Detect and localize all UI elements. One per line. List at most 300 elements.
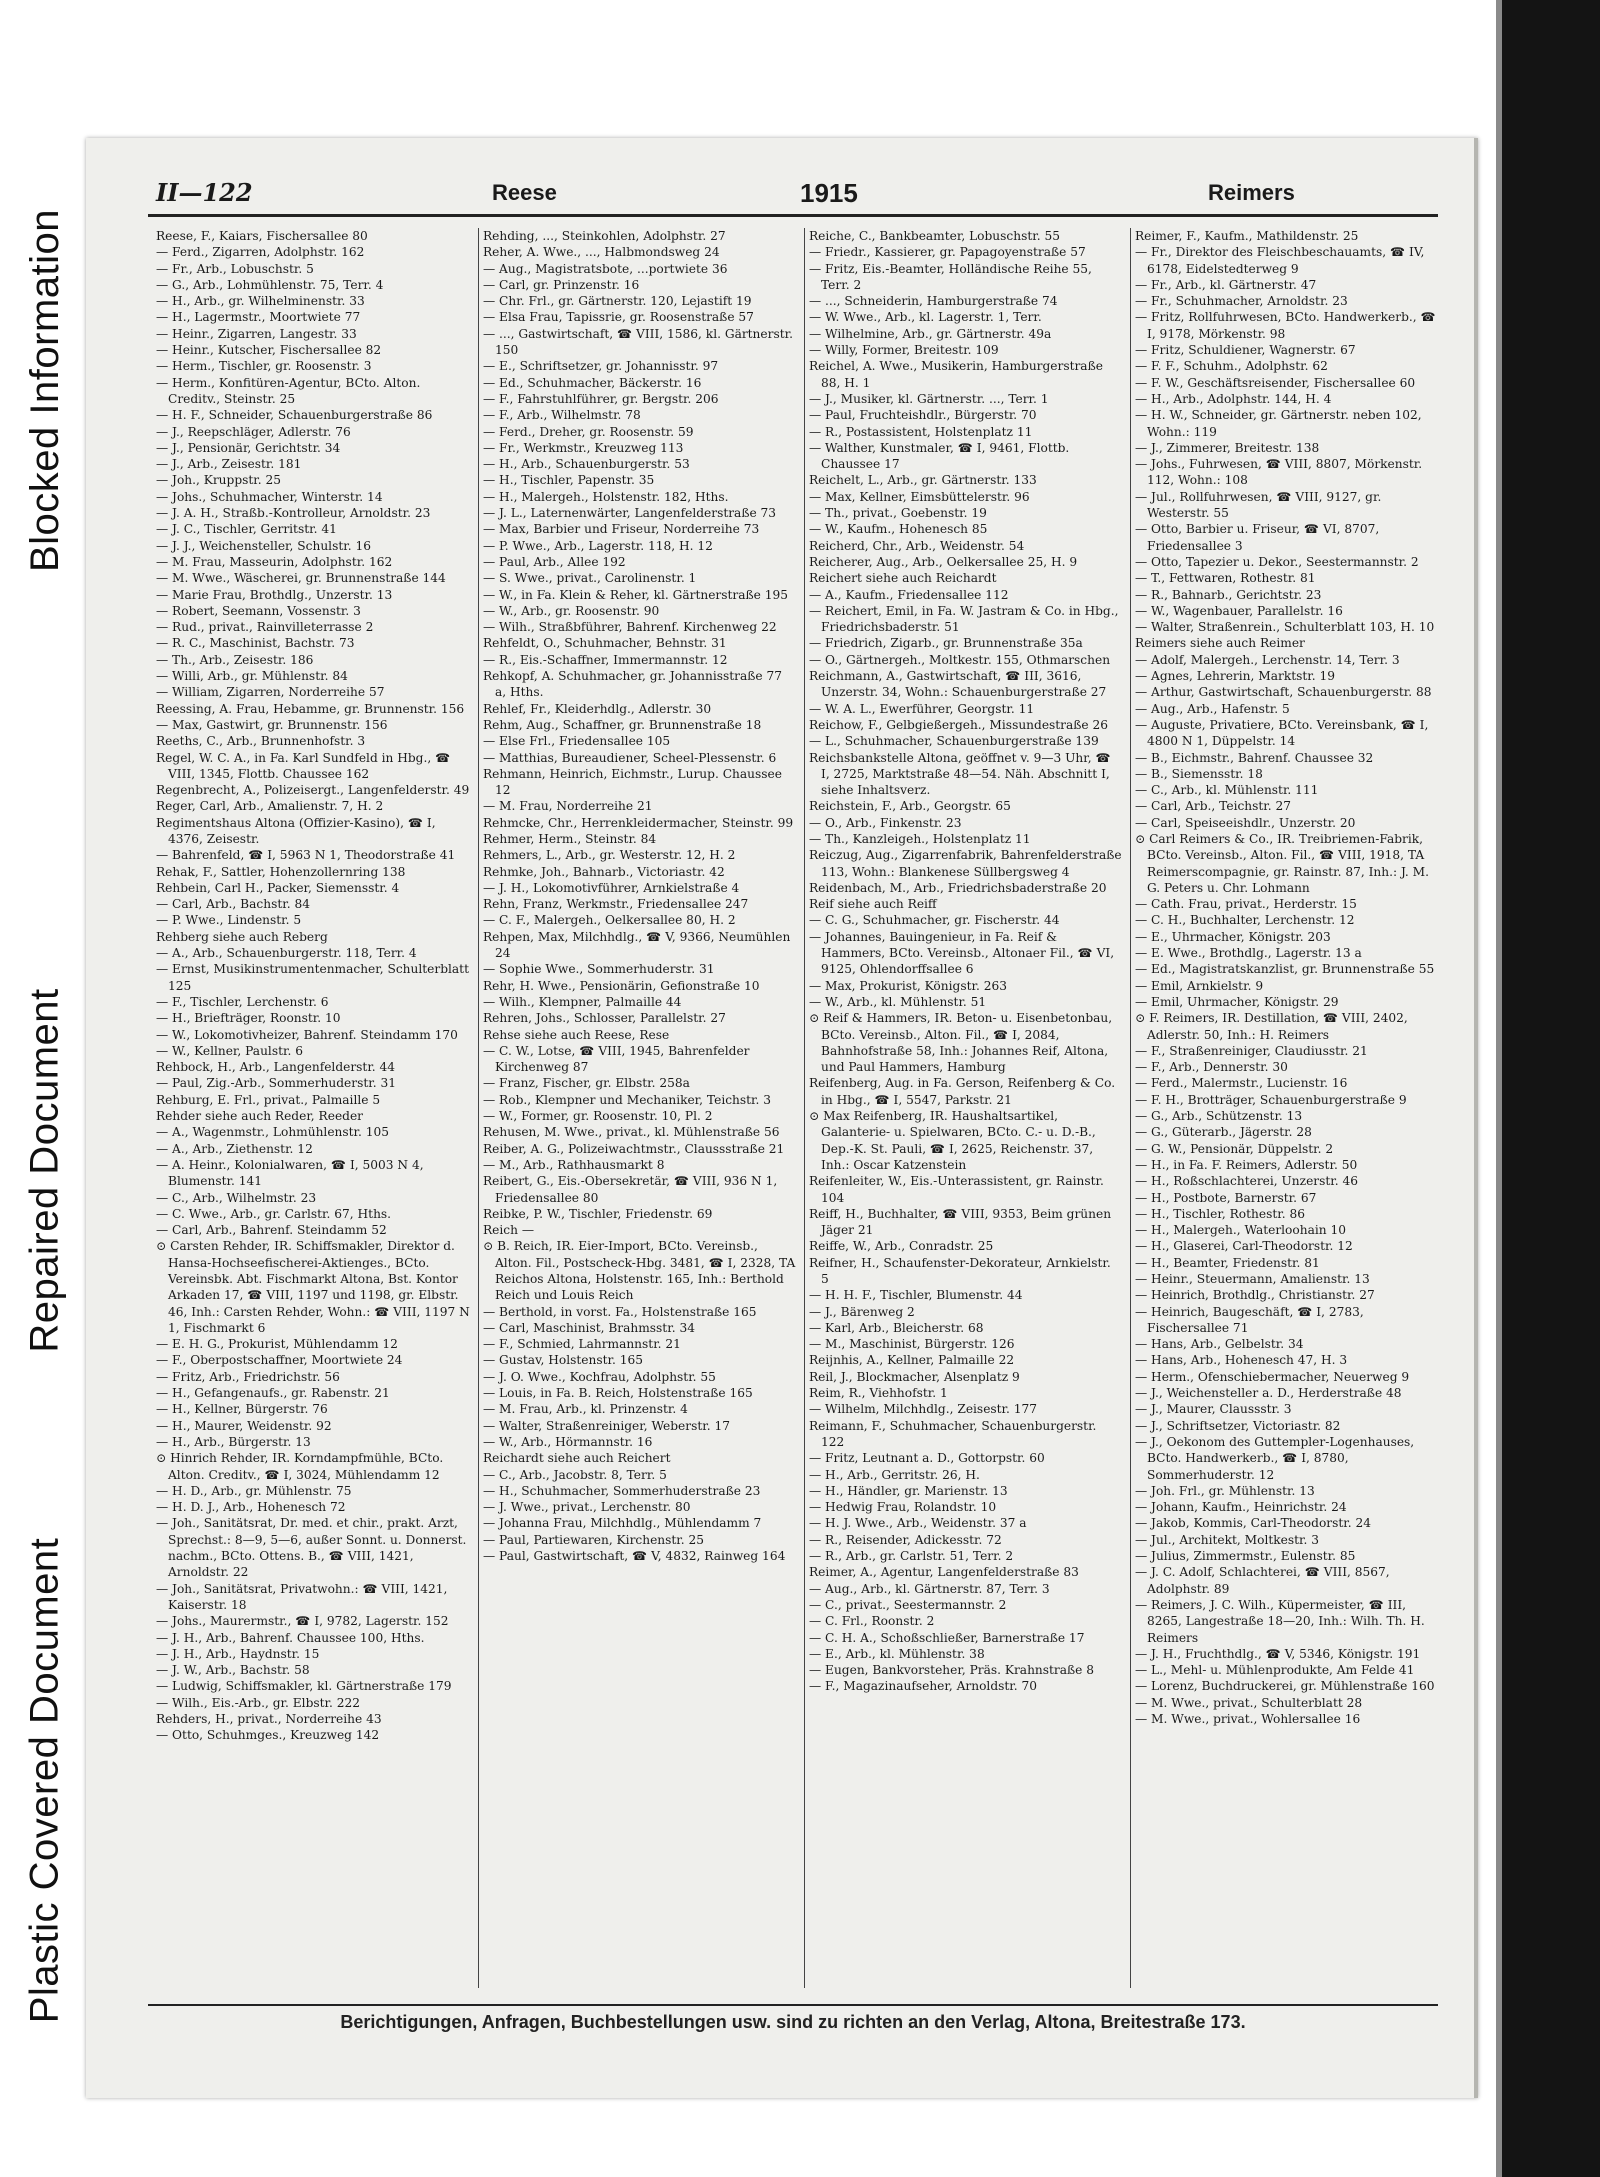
directory-entry: — C. Frl., Roonstr. 2 xyxy=(809,1614,935,1629)
directory-entry: — W., Kellner, Paulstr. 6 xyxy=(156,1043,303,1058)
directory-entry: Reifenleiter, W., Eis.-Unterassistent, gr. Rainstr. 104 xyxy=(809,1174,1104,1205)
directory-entry: — Johs., Maurermstr., ☎ I, 9782, Lagerstr. 152 xyxy=(156,1614,449,1629)
directory-entry: Reifner, H., Schaufenster-Dekorateur, Arnkielstr. 5 xyxy=(809,1255,1111,1286)
directory-entry: — Max, Prokurist, Königstr. 263 xyxy=(809,978,1007,993)
directory-entry: Reiff, H., Buchhalter, ☎ VIII, 9353, Beim grünen Jäger 21 xyxy=(809,1206,1112,1238)
directory-entry: — H., Maurer, Weidenstr. 92 xyxy=(156,1418,332,1433)
directory-entry: — H., Händler, gr. Marienstr. 13 xyxy=(809,1483,1008,1498)
directory-entry: — Friedrich, Zigarb., gr. Brunnenstraße 35a xyxy=(809,636,1083,651)
directory-entry: — Sophie Wwe., Sommerhuderstr. 31 xyxy=(483,962,715,977)
directory-entry: — Berthold, in vorst. Fa., Holstenstraße 165 xyxy=(483,1304,757,1319)
directory-entry: — J. H., Arb., Bahrenf. Chaussee 100, Hths. xyxy=(156,1630,425,1645)
directory-entry: — J. H., Lokomotivführer, Arnkielstraße 4 xyxy=(483,880,740,895)
directory-entry: — Walther, Kunstmaler, ☎ I, 9461, Flottb. Chaussee 17 xyxy=(809,440,1070,472)
column-3 xyxy=(804,228,1126,1988)
directory-entry: — M., Arb., Rathhausmarkt 8 xyxy=(483,1157,665,1172)
directory-entry: ⊙ F. Reimers, IR. Destillation, ☎ VIII, 2402, Adlerstr. 50, Inh.: H. Reimers xyxy=(1135,1011,1408,1042)
directory-entry: — Fr., Arb., kl. Gärtnerstr. 47 xyxy=(1135,277,1317,292)
directory-entry: — Joh., Sanitätsrat, Dr. med. et chir., prakt. Arzt, Sprechst.: 8—9, 5—6, außer Sonnt. u. Donnerst. nachm., BCto. Ottens. B., ☎ VIII, 1421, Arnoldstr. 22 xyxy=(156,1516,467,1580)
directory-entry: — B., Eichmstr., Bahrenf. Chaussee 32 xyxy=(1135,750,1374,765)
directory-entry: — G., Güterarb., Jägerstr. 28 xyxy=(1135,1125,1312,1140)
directory-entry: — M. Frau, Arb., kl. Prinzenstr. 4 xyxy=(483,1402,688,1417)
directory-entry: — Rud., privat., Rainvilleterrasse 2 xyxy=(156,620,374,635)
directory-entry: Reimers siehe auch Reimer xyxy=(1135,636,1305,651)
directory-entry: — Max, Gastwirt, gr. Brunnenstr. 156 xyxy=(156,717,388,732)
side-label-blocked: Blocked Information xyxy=(22,208,67,572)
directory-entry: — Otto, Barbier u. Friseur, ☎ VI, 8707, Friedensallee 3 xyxy=(1135,522,1380,553)
directory-entry: Reim, R., Viehhofstr. 1 xyxy=(809,1386,948,1401)
directory-entry: — O., Arb., Finkenstr. 23 xyxy=(809,815,962,830)
directory-entry: — H., Malergeh., Waterloohain 10 xyxy=(1135,1223,1346,1238)
directory-entry: Reessing, A. Frau, Hebamme, gr. Brunnenstr. 156 xyxy=(156,701,465,716)
directory-entry: Rehmer, Herm., Steinstr. 84 xyxy=(483,831,657,846)
directory-entry: — William, Zigarren, Norderreihe 57 xyxy=(156,685,385,700)
directory-entry: — H., Schuhmacher, Sommerhuderstraße 23 xyxy=(483,1483,761,1498)
directory-entry: — Carl, Arb., Teichstr. 27 xyxy=(1135,799,1292,814)
directory-entry: — Paul, Gastwirtschaft, ☎ V, 4832, Rainweg 164 xyxy=(483,1549,786,1564)
directory-entry: — F., Straßenreiniger, Claudiusstr. 21 xyxy=(1135,1043,1368,1058)
directory-entry: — Lorenz, Buchdruckerei, gr. Mühlenstraße 160 xyxy=(1135,1679,1435,1694)
directory-entry: — Th., Kanzleigeh., Holstenplatz 11 xyxy=(809,831,1031,846)
directory-entry: — E. H. G., Prokurist, Mühlendamm 12 xyxy=(156,1337,398,1352)
directory-entry: — R., Bahnarb., Gerichtstr. 23 xyxy=(1135,587,1322,602)
directory-entry: — J. A. H., Straßb.-Kontrolleur, Arnoldstr. 23 xyxy=(156,506,431,521)
directory-entry: — Joh. Frl., gr. Mühlenstr. 13 xyxy=(1135,1483,1315,1498)
directory-entry: ⊙ Carsten Rehder, IR. Schiffsmakler, Direktor d. Hansa-Hochseefischerei-Aktienges., BCto. Vereinsbk. Abt. Fischmarkt Altona, Bst. Kontor Arkaden 17, ☎ VIII, 1197 und 1198, gr. Elbstr. 46, Inh.: Carsten Rehder, Wohn.: ☎ VIII, 1197 N 1, Fischmarkt 6 xyxy=(156,1239,470,1335)
directory-entry: — J. C., Tischler, Gerritstr. 41 xyxy=(156,522,337,537)
directory-entry: — A. Heinr., Kolonialwaren, ☎ I, 5003 N 4, Blumenstr. 141 xyxy=(156,1157,424,1189)
directory-entry: Reiber, A. G., Polizeiwachtmstr., Claussstraße 21 xyxy=(483,1141,785,1156)
directory-entry: — H., Gefangenaufs., gr. Rabenstr. 21 xyxy=(156,1386,390,1401)
directory-entry: — H., Arb., Gerritstr. 26, H. xyxy=(809,1467,980,1482)
directory-entry: — J. H., Fruchthdlg., ☎ V, 5346, Königstr. 191 xyxy=(1135,1646,1421,1661)
directory-entry: — E. Wwe., Brothdlg., Lagerstr. 13 a xyxy=(1135,946,1362,961)
directory-entry: — J., Arb., Zeisestr. 181 xyxy=(156,457,302,472)
directory-entry: — Carl, Arb., Bachstr. 84 xyxy=(156,897,310,912)
directory-entry: — Willi, Arb., gr. Mühlenstr. 84 xyxy=(156,669,348,684)
directory-entry: Rehberg siehe auch Reberg xyxy=(156,929,328,944)
directory-entry: — Fr., Schuhmacher, Arnoldstr. 23 xyxy=(1135,294,1348,309)
directory-entry: — Johannes, Bauingenieur, in Fa. Reif & Hammers, BCto. Vereinsb., Altonaer Fil., ☎ VI, 9125, Ohlendorffsallee 6 xyxy=(809,929,1115,977)
directory-entry: — W., Wagenbauer, Parallelstr. 16 xyxy=(1135,603,1343,618)
directory-entry: Reichow, F., Gelbgießergeh., Missundestraße 26 xyxy=(809,717,1109,732)
directory-entry: — Hedwig Frau, Rolandstr. 10 xyxy=(809,1500,997,1515)
directory-entry: — Wilhelmine, Arb., gr. Gärtnerstr. 49a xyxy=(809,326,1052,341)
directory-entry: — Johann, Kaufm., Heinrichstr. 24 xyxy=(1135,1500,1347,1515)
directory-entry: — Jul., Rollfuhrwesen, ☎ VIII, 9127, gr. Westerstr. 55 xyxy=(1135,489,1382,521)
directory-entry: — T., Fettwaren, Rothestr. 81 xyxy=(1135,571,1316,586)
directory-entry: — Fritz, Rollfuhrwesen, BCto. Handwerkerb., ☎ I, 9178, Mörkenstr. 98 xyxy=(1135,310,1436,341)
directory-entry: — H., Briefträger, Roonstr. 10 xyxy=(156,1011,341,1026)
directory-entry: — Johs., Fuhrwesen, ☎ VIII, 8807, Mörkenstr. 112, Wohn.: 108 xyxy=(1135,457,1423,488)
directory-entry: — Ed., Magistratskanzlist, gr. Brunnenstraße 55 xyxy=(1135,962,1435,977)
directory-entry: Rehn, Franz, Werkmstr., Friedensallee 247 xyxy=(483,897,749,912)
directory-entry: Rehr, H. Wwe., Pensionärin, Gefionstraße 10 xyxy=(483,978,760,993)
directory-entry: Reil, J., Blockmacher, Alsenplatz 9 xyxy=(809,1369,1020,1384)
directory-entry: — H., Tischler, Papenstr. 35 xyxy=(483,473,655,488)
directory-entry: — R., Postassistent, Holstenplatz 11 xyxy=(809,424,1033,439)
directory-entry: Reichel, A. Wwe., Musikerin, Hamburgerstraße 88, H. 1 xyxy=(809,359,1103,390)
directory-entry: — L., Mehl- u. Mühlenprodukte, Am Felde 41 xyxy=(1135,1663,1415,1678)
directory-entry: — O., Gärtnergeh., Moltkestr. 155, Othmarschen xyxy=(809,652,1111,667)
directory-entry: — C., Arb., kl. Mühlenstr. 111 xyxy=(1135,783,1319,798)
directory-entry: Reeths, C., Arb., Brunnenhofstr. 3 xyxy=(156,734,366,749)
directory-entry: — E., Uhrmacher, Königstr. 203 xyxy=(1135,929,1331,944)
directory-entry: Rehkopf, A. Schuhmacher, gr. Johannisstraße 77 a, Hths. xyxy=(483,669,783,700)
directory-entry: Reichmann, A., Gastwirtschaft, ☎ III, 3616, Unzerstr. 34, Wohn.: Schauenburgerstraße 27 xyxy=(809,669,1107,700)
directory-entry: — Herm., Ofenschiebermacher, Neuerweg 9 xyxy=(1135,1369,1410,1384)
directory-entry: ⊙ Reif & Hammers, IR. Beton- u. Eisenbetonbau, BCto. Vereinsb., Alton. Fil., ☎ I, 2084, Bahnhofstraße 58, Inh.: Johannes Reif, Altona, und Paul Hammers, Hamburg xyxy=(809,1011,1113,1075)
directory-entry: Reichelt, L., Arb., gr. Gärtnerstr. 133 xyxy=(809,473,1037,488)
directory-entry: — C. H., Buchhalter, Lerchenstr. 12 xyxy=(1135,913,1355,928)
directory-entry: — Aug., Arb., Hafenstr. 5 xyxy=(1135,701,1290,716)
directory-entry: — Hans, Arb., Gelbelstr. 34 xyxy=(1135,1337,1304,1352)
directory-entry: — Chr. Frl., gr. Gärtnerstr. 120, Lejastift 19 xyxy=(483,294,752,309)
directory-entry: — W., Lokomotivheizer, Bahrenf. Steindamm 170 xyxy=(156,1027,458,1042)
directory-entry: — Fritz, Eis.-Beamter, Holländische Reihe 55, Terr. 2 xyxy=(809,261,1092,292)
directory-entry: — H. H. F., Tischler, Blumenstr. 44 xyxy=(809,1288,1023,1303)
directory-entry: — G., Arb., Lohmühlenstr. 75, Terr. 4 xyxy=(156,277,384,292)
directory-entry: — Cath. Frau, privat., Herderstr. 15 xyxy=(1135,897,1357,912)
directory-entry: — Heinr., Kutscher, Fischersallee 82 xyxy=(156,343,382,358)
directory-entry: — Ernst, Musikinstrumentenmacher, Schulterblatt 125 xyxy=(156,962,469,993)
directory-entry: Reimann, F., Schuhmacher, Schauenburgerstr. 122 xyxy=(809,1418,1097,1449)
directory-entry: Reijnhis, A., Kellner, Palmaille 22 xyxy=(809,1353,1015,1368)
directory-entry: Regenbrecht, A., Polizeisergt., Langenfelderstr. 49 xyxy=(156,783,470,798)
header-first-name: Reese xyxy=(492,180,557,205)
directory-entry: Rehburg, E. Frl., privat., Palmaille 5 xyxy=(156,1092,381,1107)
directory-entry: — Heinr., Zigarren, Langestr. 33 xyxy=(156,326,357,341)
directory-entry: — Heinrich, Baugeschäft, ☎ I, 2783, Fischersallee 71 xyxy=(1135,1304,1364,1335)
directory-entry: — J., Weichensteller a. D., Herderstraße 48 xyxy=(1135,1386,1402,1401)
directory-entry: — H. D., Arb., gr. Mühlenstr. 75 xyxy=(156,1483,352,1498)
directory-entry: Rehding, ..., Steinkohlen, Adolphstr. 27 xyxy=(483,229,726,243)
directory-entry: — Ferd., Malermstr., Lucienstr. 16 xyxy=(1135,1076,1348,1091)
directory-entry: ⊙ B. Reich, IR. Eier-Import, BCto. Vereinsb., Alton. Fil., Postscheck-Hbg. 3481, ☎ I, 2328, TA Reichos Altona, Holstenstr. 165, Inh.: Berthold Reich und Louis Reich xyxy=(483,1239,796,1303)
directory-entry: — J., Maurer, Claussstr. 3 xyxy=(1135,1402,1292,1417)
page-header xyxy=(148,178,1438,217)
directory-entry: — W., Kaufm., Hohenesch 85 xyxy=(809,522,988,537)
directory-entry: — A., Kaufm., Friedensallee 112 xyxy=(809,587,1009,602)
directory-entry: — Johs., Schuhmacher, Winterstr. 14 xyxy=(156,489,383,504)
directory-entry: — Robert, Seemann, Vossenstr. 3 xyxy=(156,603,361,618)
directory-entry: — H. F., Schneider, Schauenburgerstraße 86 xyxy=(156,408,433,423)
directory-entry: — H., Kellner, Bürgerstr. 76 xyxy=(156,1402,328,1417)
directory-entry: Rehfeldt, O., Schuhmacher, Behnstr. 31 xyxy=(483,636,727,651)
directory-entry: — J., Pensionär, Gerichtstr. 34 xyxy=(156,440,341,455)
directory-entry: — F. F., Schuhm., Adolphstr. 62 xyxy=(1135,359,1328,374)
directory-entry: — Fr., Werkmstr., Kreuzweg 113 xyxy=(483,440,684,455)
directory-entry: Reger, Carl, Arb., Amalienstr. 7, H. 2 xyxy=(156,799,384,814)
directory-entry: — Walter, Straßenreiniger, Weberstr. 17 xyxy=(483,1418,730,1433)
directory-entry: Regel, W. C. A., in Fa. Karl Sundfeld in Hbg., ☎ VIII, 1345, Flottb. Chaussee 162 xyxy=(156,750,451,781)
directory-entry: — M. Wwe., privat., Schulterblatt 28 xyxy=(1135,1695,1363,1710)
directory-entry: — Carl, Maschinist, Brahmsstr. 34 xyxy=(483,1320,695,1335)
directory-entry: — W. A. L., Ewerführer, Georgstr. 11 xyxy=(809,701,1035,716)
directory-entry: — G. W., Pensionär, Düppelstr. 2 xyxy=(1135,1141,1334,1156)
directory-entry: — E., Arb., kl. Mühlenstr. 38 xyxy=(809,1646,985,1661)
directory-entry: — H., Malergeh., Holstenstr. 182, Hths. xyxy=(483,489,729,504)
directory-entry: — H. J. Wwe., Arb., Weidenstr. 37 a xyxy=(809,1516,1027,1531)
directory-entry: — F., Arb., Dennerstr. 30 xyxy=(1135,1060,1288,1075)
directory-entry: Reimer, A., Agentur, Langenfelderstraße 83 xyxy=(809,1565,1079,1580)
side-label-repaired: Repaired Document xyxy=(22,987,67,1353)
directory-entry: — Johanna Frau, Milchhdlg., Mühlendamm 7 xyxy=(483,1516,762,1531)
directory-entry: — J. C. Adolf, Schlachterei, ☎ VIII, 8567, Adolphstr. 89 xyxy=(1135,1565,1390,1596)
directory-entry: — F., Tischler, Lerchenstr. 6 xyxy=(156,994,329,1009)
directory-entry: — Walter, Straßenrein., Schulterblatt 103, H. 10 xyxy=(1135,620,1435,635)
directory-entry: — M. Frau, Masseurin, Adolphstr. 162 xyxy=(156,554,393,569)
directory-entry: — H., Lagermstr., Moortwiete 77 xyxy=(156,310,361,325)
directory-entry: Rehders, H., privat., Norderreihe 43 xyxy=(156,1712,382,1727)
directory-entry: Rehse siehe auch Reese, Rese xyxy=(483,1027,670,1042)
directory-entry: — Reichert, Emil, in Fa. W. Jastram & Co. in Hbg., Friedrichsbaderstr. 51 xyxy=(809,603,1119,635)
directory-entry: — W., Arb., gr. Roosenstr. 90 xyxy=(483,603,660,618)
directory-entry: — H. D. J., Arb., Hohenesch 72 xyxy=(156,1500,346,1515)
directory-entry: — H., Postbote, Barnerstr. 67 xyxy=(1135,1190,1317,1205)
directory-entry: — Paul, Arb., Allee 192 xyxy=(483,554,626,569)
directory-entry: ⊙ Hinrich Rehder, IR. Korndampfmühle, BCto. Alton. Creditv., ☎ I, 3024, Mühlendamm 12 xyxy=(156,1451,444,1482)
directory-entry: Reimer, F., Kaufm., Mathildenstr. 25 xyxy=(1135,229,1359,243)
directory-entry: Reidenbach, M., Arb., Friedrichsbaderstraße 20 xyxy=(809,880,1107,895)
directory-entry: Rehren, Johs., Schlosser, Parallelstr. 27 xyxy=(483,1011,726,1026)
directory-entry: — J. L., Laternenwärter, Langenfelderstraße 73 xyxy=(483,506,777,521)
directory-entry: — Carl, gr. Prinzenstr. 16 xyxy=(483,277,640,292)
directory-entry: — Ferd., Zigarren, Adolphstr. 162 xyxy=(156,245,365,260)
directory-entry: — Ludwig, Schiffsmakler, kl. Gärtnerstraße 179 xyxy=(156,1679,452,1694)
directory-entry: — R., Reisender, Adickesstr. 72 xyxy=(809,1532,1002,1547)
directory-entry: — Aug., Magistratsbote, ...portwiete 36 xyxy=(483,261,728,276)
directory-entry: — Wilh., Klempner, Palmaille 44 xyxy=(483,994,682,1009)
directory-entry: — H., Arb., Schauenburgerstr. 53 xyxy=(483,457,690,472)
directory-entry: Reiczug, Aug., Zigarrenfabrik, Bahrenfelderstraße 113, Wohn.: Blankenese Süllbergsweg 4 xyxy=(809,848,1122,879)
directory-entry: — Louis, in Fa. B. Reich, Holstenstraße 165 xyxy=(483,1386,753,1401)
directory-entry: — Emil, Arnkielstr. 9 xyxy=(1135,978,1264,993)
directory-entry: — Carl, Arb., Bahrenf. Steindamm 52 xyxy=(156,1223,387,1238)
directory-entry: — J., Oekonom des Guttempler-Logenhauses, BCto. Handwerkerb., ☎ I, 8780, Sommerhuderstr. 12 xyxy=(1135,1434,1415,1482)
directory-entry: Rehlef, Fr., Kleiderhdlg., Adlerstr. 30 xyxy=(483,701,712,716)
directory-entry: — F. W., Geschäftsreisender, Fischersallee 60 xyxy=(1135,375,1416,390)
directory-entry: — Fritz, Arb., Friedrichstr. 56 xyxy=(156,1369,340,1384)
directory-entry: — W., Former, gr. Roosenstr. 10, Pl. 2 xyxy=(483,1109,713,1124)
directory-entry: — W., Arb., Hörmannstr. 16 xyxy=(483,1434,653,1449)
directory-entry: — Friedr., Kassierer, gr. Papagoyenstraße 57 xyxy=(809,245,1086,260)
directory-entry: — F., Magazinaufseher, Arnoldstr. 70 xyxy=(809,1679,1038,1694)
directory-entry: — H., Beamter, Friedenstr. 81 xyxy=(1135,1255,1320,1270)
directory-entry: — Hans, Arb., Hohenesch 47, H. 3 xyxy=(1135,1353,1348,1368)
directory-entry: Rehbock, H., Arb., Langenfelderstr. 44 xyxy=(156,1060,396,1075)
directory-entry: Reichert siehe auch Reichardt xyxy=(809,571,997,586)
directory-entry: — Fr., Direktor des Fleischbeschauamts, ☎ IV, 6178, Eidelstedterweg 9 xyxy=(1135,245,1425,276)
directory-entry: — Max, Kellner, Eimsbüttelerstr. 96 xyxy=(809,489,1030,504)
directory-entry: — Willy, Former, Breitestr. 109 xyxy=(809,343,999,358)
directory-entry: Reif siehe auch Reiff xyxy=(809,897,937,912)
directory-entry: — Marie Frau, Brothdlg., Unzerstr. 13 xyxy=(156,587,393,602)
directory-entry: — E., Schriftsetzer, gr. Johannisstr. 97 xyxy=(483,359,719,374)
directory-entry: — M., Maschinist, Bürgerstr. 126 xyxy=(809,1337,1015,1352)
directory-entry: Reese, F., Kaiars, Fischersallee 80 xyxy=(156,229,368,243)
directory-entry: — A., Arb., Ziethenstr. 12 xyxy=(156,1141,313,1156)
directory-entry: — C., privat., Seestermannstr. 2 xyxy=(809,1597,1007,1612)
directory-entry: ⊙ Carl Reimers & Co., IR. Treibriemen-Fabrik, BCto. Vereinsb., Alton. Fil., ☎ VIII, 1918, TA Reimerscompagnie, gr. Rainstr. 87, Inh.: J. M. G. Peters u. Chr. Lohmann xyxy=(1135,831,1429,895)
directory-entry: Reiffe, W., Arb., Conradstr. 25 xyxy=(809,1239,994,1254)
directory-entry: — M. Wwe., Wäscherei, gr. Brunnenstraße 144 xyxy=(156,571,446,586)
side-label-plastic: Plastic Covered Document xyxy=(22,1537,67,2023)
directory-entry: — L., Schuhmacher, Schauenburgerstraße 139 xyxy=(809,734,1099,749)
directory-entry: — A., Arb., Schauenburgerstr. 118, Terr. 4 xyxy=(156,946,417,961)
directory-entry: Rehak, F., Sattler, Hohenzollernring 138 xyxy=(156,864,406,879)
directory-entry: — S. Wwe., privat., Carolinenstr. 1 xyxy=(483,571,697,586)
directory-entry: — Paul, Zig.-Arb., Sommerhuderstr. 31 xyxy=(156,1076,396,1091)
directory-entry: — Julius, Zimmermstr., Eulenstr. 85 xyxy=(1135,1549,1356,1564)
directory-entry: Rehm, Aug., Schaffner, gr. Brunnenstraße 18 xyxy=(483,717,762,732)
directory-entry: Regimentshaus Altona (Offizier-Kasino), ☎ I, 4376, Zeisestr. xyxy=(156,815,436,846)
directory-entry: — M. Wwe., privat., Wohlersallee 16 xyxy=(1135,1712,1361,1727)
directory-entry: — Rob., Klempner und Mechaniker, Teichstr. 3 xyxy=(483,1092,772,1107)
directory-entry: — P. Wwe., Arb., Lagerstr. 118, H. 12 xyxy=(483,538,713,553)
directory-entry: — Th., privat., Goebenstr. 19 xyxy=(809,506,987,521)
directory-entry: — W. Wwe., Arb., kl. Lagerstr. 1, Terr. xyxy=(809,310,1042,325)
directory-entry: — W., Arb., kl. Mühlenstr. 51 xyxy=(809,994,987,1009)
directory-entry: Rehmcke, Chr., Herrenkleidermacher, Steinstr. 99 xyxy=(483,815,794,830)
directory-entry: Reibke, P. W., Tischler, Friedenstr. 69 xyxy=(483,1206,713,1221)
directory-entry: — C. W., Lotse, ☎ VIII, 1945, Bahrenfelder Kirchenweg 87 xyxy=(483,1043,750,1075)
directory-entry: — Fr., Arb., Lobuschstr. 5 xyxy=(156,261,314,276)
directory-entry: — C. G., Schuhmacher, gr. Fischerstr. 44 xyxy=(809,913,1060,928)
directory-entry: Rehpen, Max, Milchhdlg., ☎ V, 9366, Neumühlen 24 xyxy=(483,929,791,961)
directory-entry: — Th., Arb., Zeisestr. 186 xyxy=(156,652,314,667)
directory-entry: — H. W., Schneider, gr. Gärtnerstr. neben 102, Wohn.: 119 xyxy=(1135,408,1422,439)
directory-entry: — G., Arb., Schützenstr. 13 xyxy=(1135,1109,1303,1124)
directory-entry: — Elsa Frau, Tapissrie, gr. Roosenstraße 57 xyxy=(483,310,754,325)
directory-entry: — H., Arb., Adolphstr. 144, H. 4 xyxy=(1135,391,1332,406)
directory-entry: — Adolf, Malergeh., Lerchenstr. 14, Terr. 3 xyxy=(1135,652,1400,667)
directory-entry: Reifenberg, Aug. in Fa. Gerson, Reifenberg & Co. in Hbg., ☎ I, 5547, Parkstr. 21 xyxy=(809,1076,1116,1107)
directory-entry: — Jakob, Kommis, Carl-Theodorstr. 24 xyxy=(1135,1516,1371,1531)
directory-entry: Rehbein, Carl H., Packer, Siemensstr. 4 xyxy=(156,880,400,895)
footer-rule xyxy=(148,2004,1438,2006)
directory-entry: — H., Tischler, Rothestr. 86 xyxy=(1135,1206,1305,1221)
directory-entry: Reiche, C., Bankbeamter, Lobuschstr. 55 xyxy=(809,229,1060,243)
directory-entry: — B., Siemensstr. 18 xyxy=(1135,766,1263,781)
directory-entry: — J., Bärenweg 2 xyxy=(809,1304,915,1319)
directory-entry: — W., in Fa. Klein & Reher, kl. Gärtnerstraße 195 xyxy=(483,587,788,602)
directory-entry: — J. J., Weichensteller, Schulstr. 16 xyxy=(156,538,371,553)
directory-entry: — Herm., Tischler, gr. Roosenstr. 3 xyxy=(156,359,372,374)
directory-entry: — Franz, Fischer, gr. Elbstr. 258a xyxy=(483,1076,690,1091)
directory-entry: — Karl, Arb., Bleicherstr. 68 xyxy=(809,1320,984,1335)
directory-entry: Reibert, G., Eis.-Obersekretär, ☎ VIII, 936 N 1, Friedensallee 80 xyxy=(483,1174,778,1205)
directory-entry: — ..., Schneiderin, Hamburgerstraße 74 xyxy=(809,294,1058,309)
directory-entry: — F., Schmied, Lahrmannstr. 21 xyxy=(483,1337,681,1352)
directory-entry: — C. Wwe., Arb., gr. Carlstr. 67, Hths. xyxy=(156,1206,392,1221)
directory-entry: Rehmann, Heinrich, Eichmstr., Lurup. Chaussee 12 xyxy=(483,766,782,798)
directory-entry: — J. O. Wwe., Kochfrau, Adolphstr. 55 xyxy=(483,1369,716,1384)
directory-entry: — Joh., Kruppstr. 25 xyxy=(156,473,282,488)
directory-entry: — Fritz, Schuldiener, Wagnerstr. 67 xyxy=(1135,343,1356,358)
directory-entry: — Arthur, Gastwirtschaft, Schauenburgerstr. 88 xyxy=(1135,685,1432,700)
directory-entry: — Eugen, Bankvorsteher, Präs. Krahnstraße 8 xyxy=(809,1663,1095,1678)
directory-entry: — Wilhelm, Milchhdlg., Zeisestr. 177 xyxy=(809,1402,1038,1417)
directory-entry: — H., Arb., Bürgerstr. 13 xyxy=(156,1434,311,1449)
directory-entry: — H., Arb., gr. Wilhelminenstr. 33 xyxy=(156,294,365,309)
directory-entry: Reichardt siehe auch Reichert xyxy=(483,1451,671,1466)
directory-entry: — R. C., Maschinist, Bachstr. 73 xyxy=(156,636,355,651)
directory-entry: — P. Wwe., Lindenstr. 5 xyxy=(156,913,302,928)
directory-entry: — Heinr., Steuermann, Amalienstr. 13 xyxy=(1135,1272,1370,1286)
directory-entry: — C., Arb., Jacobstr. 8, Terr. 5 xyxy=(483,1467,667,1482)
page-number: II—122 xyxy=(156,178,253,207)
column-4 xyxy=(1130,228,1442,1988)
directory-entry: Reher, A. Wwe., ..., Halbmondsweg 24 xyxy=(483,245,720,260)
directory-entry: — Reimers, J. C. Wilh., Küpermeister, ☎ III, 8265, Langestraße 18—20, Inh.: Wilh. Th. H. Reimers xyxy=(1135,1597,1425,1645)
directory-entry: — J., Schriftsetzer, Victoriastr. 82 xyxy=(1135,1418,1341,1433)
directory-entry: — H., Glaserei, Carl-Theodorstr. 12 xyxy=(1135,1239,1353,1254)
directory-entry: — J. W., Arb., Bachstr. 58 xyxy=(156,1663,310,1678)
directory-entry: — J. H., Arb., Haydnstr. 15 xyxy=(156,1646,320,1661)
directory-entry: — J., Zimmerer, Breitestr. 138 xyxy=(1135,440,1320,455)
directory-page xyxy=(86,138,1478,2098)
directory-entry: — A., Wagenmstr., Lohmühlenstr. 105 xyxy=(156,1125,390,1140)
directory-entry: — Joh., Sanitätsrat, Privatwohn.: ☎ VIII, 1421, Kaiserstr. 18 xyxy=(156,1581,448,1612)
directory-entry: — Emil, Uhrmacher, Königstr. 29 xyxy=(1135,994,1339,1009)
directory-entry: — Fritz, Leutnant a. D., Gottorpstr. 60 xyxy=(809,1451,1045,1466)
directory-entry: Reichsbankstelle Altona, geöffnet v. 9—3 Uhr, ☎ I, 2725, Marktstraße 48—54. Näh. Abschnitt I, siehe Inhaltsverz. xyxy=(809,750,1111,798)
directory-entry: — Aug., Arb., kl. Gärtnerstr. 87, Terr. 3 xyxy=(809,1581,1050,1596)
directory-entry: — Ferd., Dreher, gr. Roosenstr. 59 xyxy=(483,424,694,439)
directory-entry: Rehmers, L., Arb., gr. Westerstr. 12, H. 2 xyxy=(483,848,736,863)
directory-entry: — H., in Fa. F. Reimers, Adlerstr. 50 xyxy=(1135,1157,1358,1172)
directory-entry: — F., Oberpostschaffner, Moortwiete 24 xyxy=(156,1353,403,1368)
directory-entry: Reichstein, F., Arb., Georgstr. 65 xyxy=(809,799,1011,814)
directory-entry: Reicherer, Aug., Arb., Oelkersallee 25, H. 9 xyxy=(809,554,1078,569)
directory-entry: — F., Arb., Wilhelmstr. 78 xyxy=(483,408,641,423)
directory-entry: — Wilh., Eis.-Arb., gr. Elbstr. 222 xyxy=(156,1695,361,1710)
directory-entry: — Heinrich, Brothdlg., Christianstr. 27 xyxy=(1135,1288,1375,1303)
directory-entry: — C., Arb., Wilhelmstr. 23 xyxy=(156,1190,317,1205)
directory-entry: — J. Wwe., privat., Lerchenstr. 80 xyxy=(483,1500,691,1515)
page-footer: Berichtigungen, Anfragen, Buchbestellungen usw. sind zu richten an den Verlag, Altona, Breitestraße 173. xyxy=(340,2012,1246,2032)
directory-entry: — M. Frau, Norderreihe 21 xyxy=(483,799,653,814)
directory-entry: Reicherd, Chr., Arb., Weidenstr. 54 xyxy=(809,538,1025,553)
directory-entry: — Ed., Schuhmacher, Bäckerstr. 16 xyxy=(483,375,702,390)
directory-entry: — J., Reepschläger, Adlerstr. 76 xyxy=(156,424,351,439)
directory-entry: — Bahrenfeld, ☎ I, 5963 N 1, Theodorstraße 41 xyxy=(156,848,456,863)
directory-entry: Rehder siehe auch Reder, Reeder xyxy=(156,1109,363,1124)
directory-entry: — Otto, Schuhmges., Kreuzweg 142 xyxy=(156,1728,380,1743)
directory-entry: — Auguste, Privatiere, BCto. Vereinsbank, ☎ I, 4800 N 1, Düppelstr. 14 xyxy=(1135,717,1429,749)
directory-entry: — Carl, Speiseeishdlr., Unzerstr. 20 xyxy=(1135,815,1356,830)
directory-entry: Reich — xyxy=(483,1223,535,1238)
header-last-name: Reimers xyxy=(1208,180,1295,205)
directory-entry: — Otto, Tapezier u. Dekor., Seestermannstr. 2 xyxy=(1135,554,1419,569)
directory-entry: — Wilh., Straßbführer, Bahrenf. Kirchenweg 22 xyxy=(483,620,777,635)
directory-entry: Rehusen, M. Wwe., privat., kl. Mühlenstraße 56 xyxy=(483,1125,780,1140)
scan-dark-border xyxy=(1502,0,1600,2177)
header-year: 1915 xyxy=(800,178,858,208)
directory-entry: — J., Musiker, kl. Gärtnerstr. ..., Terr. 1 xyxy=(809,391,1049,406)
directory-entry: — F., Fahrstuhlführer, gr. Bergstr. 206 xyxy=(483,391,719,406)
directory-entry: — Max, Barbier und Friseur, Norderreihe 73 xyxy=(483,522,760,537)
directory-entry: — Agnes, Lehrerin, Marktstr. 19 xyxy=(1135,669,1335,684)
directory-entry: — Jul., Architekt, Moltkestr. 3 xyxy=(1135,1532,1320,1547)
column-2 xyxy=(478,228,800,1988)
directory-entry: Rehmke, Joh., Bahnarb., Victoriastr. 42 xyxy=(483,864,725,879)
directory-entry: — Paul, Partiewaren, Kirchenstr. 25 xyxy=(483,1532,705,1547)
directory-entry: ⊙ Max Reifenberg, IR. Haushaltsartikel, Galanterie- u. Spielwaren, BCto. C.- u. D.-B., Dep.-K. St. Pauli, ☎ I, 2625, Reichenstr. 37, Inh.: Oscar Katzenstein xyxy=(809,1109,1096,1172)
directory-columns xyxy=(152,228,1442,1988)
column-1 xyxy=(152,228,474,1988)
